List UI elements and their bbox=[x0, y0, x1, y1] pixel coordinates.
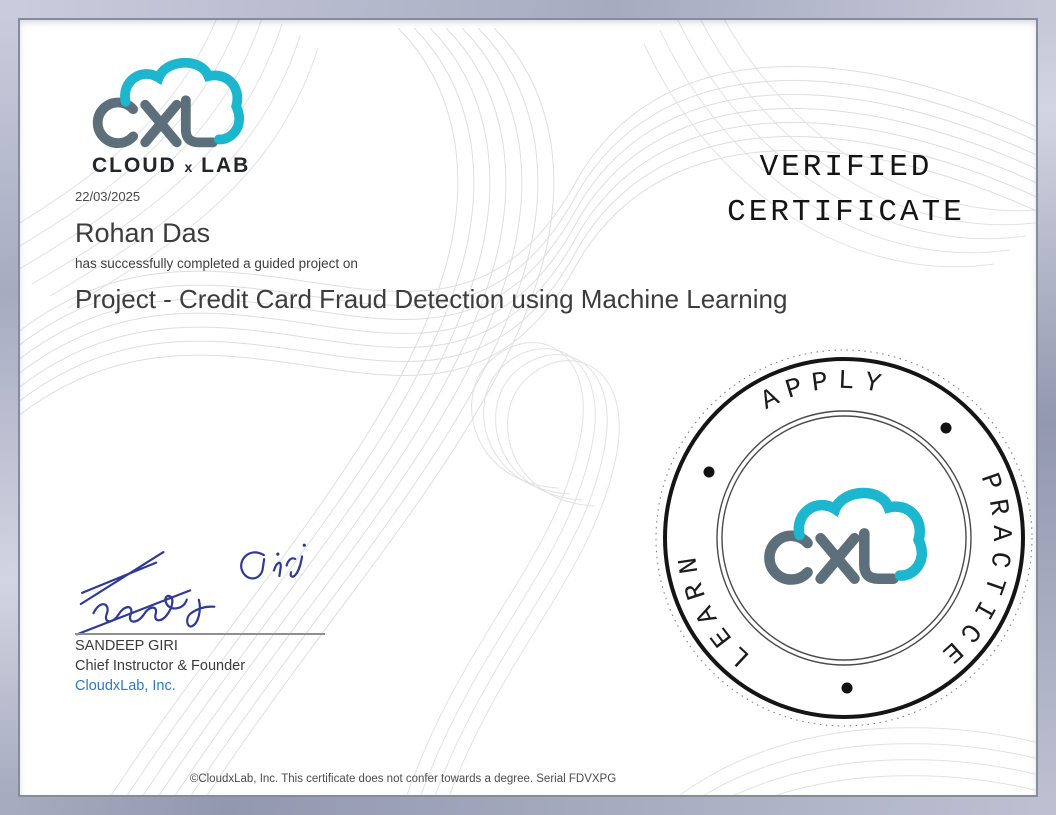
signatory-company-link[interactable]: CloudxLab, Inc. bbox=[75, 678, 176, 694]
footer-disclaimer: ©CloudxLab, Inc. This certificate does not confer towards a degree. Serial FDVXPG bbox=[189, 773, 617, 785]
seal-word-apply: APPLY bbox=[756, 366, 893, 418]
svg-text:APPLY bbox=[757, 367, 892, 418]
seal-word-practice: PRACTICE bbox=[928, 469, 1016, 674]
handwritten-signature-icon bbox=[70, 538, 320, 638]
signature-divider bbox=[75, 633, 325, 635]
certificate-line: CERTIFICATE bbox=[727, 195, 965, 230]
completion-subtitle: has successfully completed a guided project on bbox=[75, 256, 358, 271]
seal-word-learn: LEARN bbox=[673, 546, 758, 672]
seal-separator-dot bbox=[704, 467, 715, 478]
svg-text:PRACTICE bbox=[929, 470, 1015, 674]
cloudxlab-logo-icon bbox=[88, 58, 246, 156]
brand-word-cloud: CLOUD bbox=[92, 154, 177, 177]
verified-line: VERIFIED bbox=[759, 150, 933, 185]
seal-separator-dot bbox=[941, 423, 952, 434]
seal-outer-ring bbox=[665, 359, 1023, 717]
recipient-name: Rohan Das bbox=[75, 218, 211, 248]
issue-date: 22/03/2025 bbox=[75, 189, 141, 204]
brand-word-x: x bbox=[184, 159, 194, 175]
course-title: Project - Credit Card Fraud Detection using Machine Learning bbox=[75, 284, 788, 314]
verified-certificate-heading bbox=[700, 145, 992, 235]
seal-dotted-ring bbox=[656, 350, 1032, 726]
seal-inner-ring-outer bbox=[717, 411, 971, 665]
seal-inner-ring-inner bbox=[722, 416, 966, 660]
seal-center-logo-icon bbox=[769, 493, 921, 580]
brand-wordmark bbox=[92, 154, 250, 178]
signatory-role: Chief Instructor & Founder bbox=[75, 658, 246, 674]
signatory-name: SANDEEP GIRI bbox=[75, 638, 178, 654]
learn-apply-practice-seal bbox=[654, 348, 1034, 728]
seal-separator-dot bbox=[842, 683, 853, 694]
brand-word-lab: LAB bbox=[201, 154, 251, 177]
